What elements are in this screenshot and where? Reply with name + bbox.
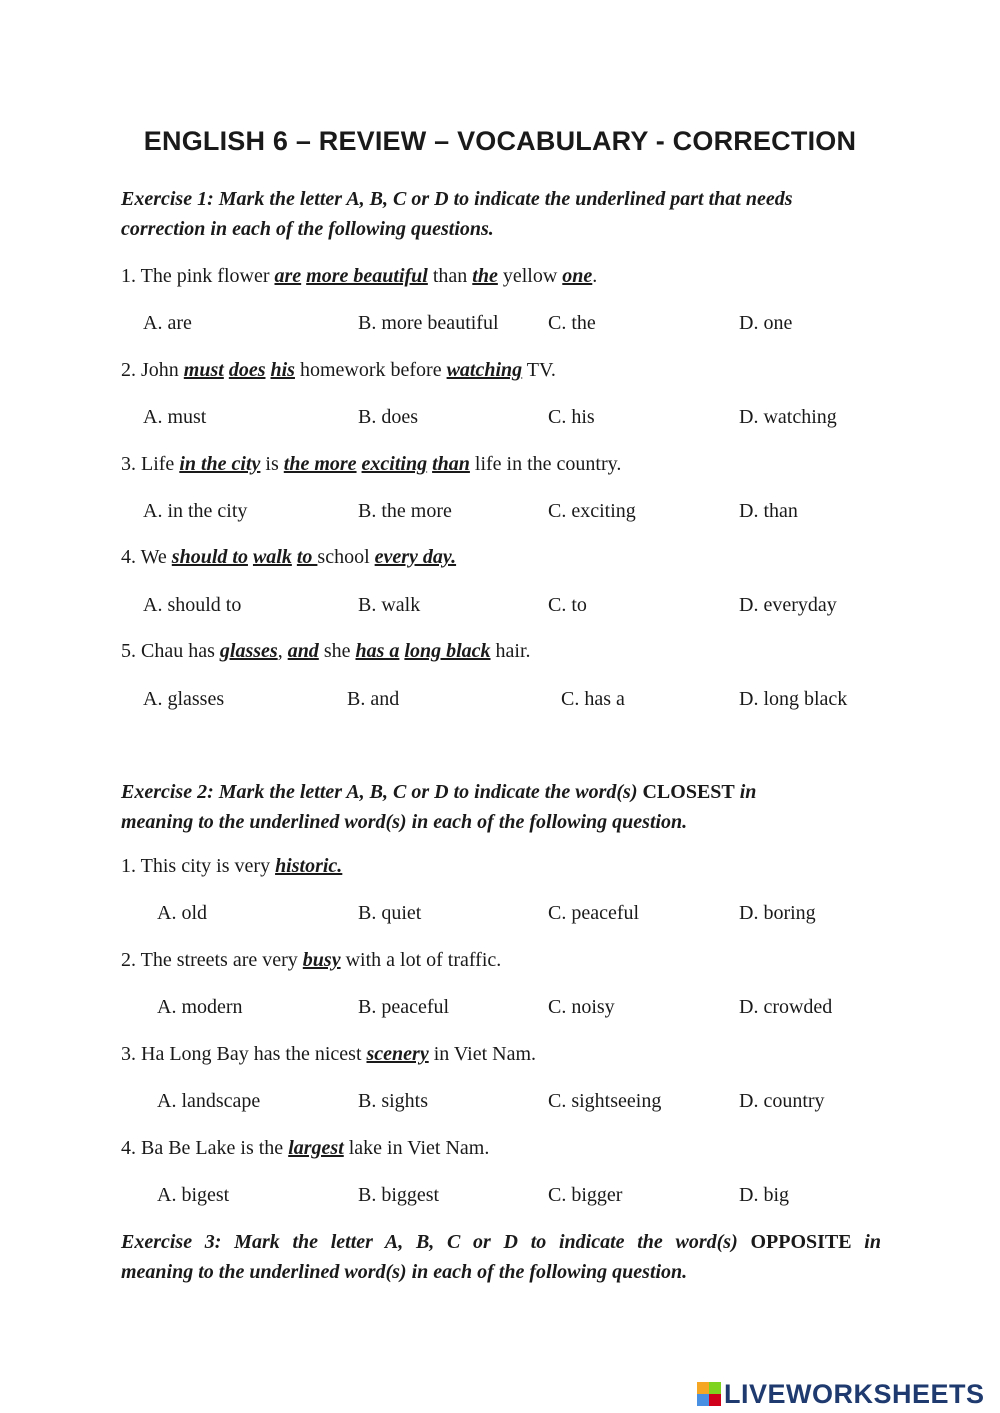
underlined-part-a: are <box>274 265 302 287</box>
exercise-1-instruction: Exercise 1: Mark the letter A, B, C or D to indicate the underlined part that needs correction in each of the following questions. <box>121 188 793 240</box>
ex2-q1-option-b[interactable]: B. quiet <box>358 902 422 924</box>
ex2-question-1: 1. This city is very historic. <box>121 855 343 877</box>
underlined-part-d: one <box>562 265 593 287</box>
ex2-q2-option-b[interactable]: B. peaceful <box>358 996 450 1018</box>
ex1-question-3: 3. Life in the city is the more exciting than life in the country. <box>121 453 622 475</box>
liveworksheets-logo[interactable] <box>697 1378 985 1410</box>
ex1-q4-option-c[interactable]: C. to <box>548 594 587 616</box>
underlined-part-a: in the city <box>179 453 261 475</box>
exercise-2-instruction: Exercise 2: Mark the letter A, B, C or D to indicate the word(s) CLOSEST in meaning to the underlined word(s) in each of the following question. <box>121 781 757 833</box>
ex1-q5-option-d[interactable]: D. long black <box>739 688 848 710</box>
ex1-q5-option-c[interactable]: C. has a <box>561 688 625 710</box>
exercise-3-instruction: Exercise 3: Mark the letter A, B, C or D to indicate the word(s) OPPOSITE in meaning to the underlined word(s) in each of the following question. <box>121 1231 881 1283</box>
ex1-question-2: 2. John must does his homework before watching TV. <box>121 359 556 381</box>
underlined-part-a: should to <box>171 546 248 568</box>
underlined-part-c: exciting <box>361 453 428 475</box>
ex2-q3-option-c[interactable]: C. sightseeing <box>548 1090 662 1112</box>
page-title: ENGLISH 6 – REVIEW – VOCABULARY - CORRECTION <box>143 126 857 156</box>
ex1-q4-option-d[interactable]: D. everyday <box>739 594 837 616</box>
ex2-q4-option-a[interactable]: A. bigest <box>157 1184 230 1206</box>
ex1-question-1: 1. The pink flower are more beautiful than the yellow one. <box>121 265 598 287</box>
underlined-part-a: glasses <box>219 640 278 662</box>
underlined-part-d: long black <box>404 640 491 662</box>
ex2-q2-option-a[interactable]: A. modern <box>157 996 243 1018</box>
ex1-q2-option-c[interactable]: C. his <box>548 406 595 428</box>
ex1-q3-option-d[interactable]: D. than <box>739 500 798 522</box>
ex2-q3-option-d[interactable]: D. country <box>739 1090 825 1112</box>
ex1-q2-option-b[interactable]: B. does <box>358 406 418 428</box>
liveworksheets-logo-icon <box>697 1382 721 1406</box>
ex1-q1-option-b[interactable]: B. more beautiful <box>358 312 499 334</box>
ex1-q5-option-b[interactable]: B. and <box>347 688 400 710</box>
ex1-q3-option-b[interactable]: B. the more <box>358 500 452 522</box>
underlined-part-d: every day. <box>374 546 457 568</box>
underlined-part-b: does <box>228 359 266 381</box>
underlined-word: busy <box>302 949 341 971</box>
ex1-q4-option-b[interactable]: B. walk <box>358 594 421 616</box>
underlined-part-d: than <box>432 453 470 475</box>
underlined-part-b: more beautiful <box>306 265 428 287</box>
underlined-word: largest <box>288 1137 344 1159</box>
underlined-part-c: has a <box>355 640 400 662</box>
underlined-part-b: the more <box>283 453 357 475</box>
ex2-question-4: 4. Ba Be Lake is the largest lake in Viet Nam. <box>121 1137 490 1159</box>
ex1-q3-option-c[interactable]: C. exciting <box>548 500 636 522</box>
ex2-question-3: 3. Ha Long Bay has the nicest scenery in Viet Nam. <box>121 1043 537 1065</box>
underlined-part-c: to <box>296 546 318 568</box>
ex2-q3-option-a[interactable]: A. landscape <box>157 1090 261 1112</box>
ex2-q2-option-c[interactable]: C. noisy <box>548 996 615 1018</box>
underlined-part-b: walk <box>252 546 292 568</box>
ex2-q4-option-c[interactable]: C. bigger <box>548 1184 623 1206</box>
ex1-q2-option-a[interactable]: A. must <box>143 406 207 428</box>
ex2-q1-option-d[interactable]: D. boring <box>739 902 816 924</box>
ex2-q2-option-d[interactable]: D. crowded <box>739 996 833 1018</box>
underlined-part-d: watching <box>446 359 523 381</box>
ex1-question-5: 5. Chau has glasses, and she has a long black hair. <box>121 640 531 662</box>
logo-text: LIVEWORKSHEETS <box>724 1378 985 1409</box>
ex2-q1-option-c[interactable]: C. peaceful <box>548 902 640 924</box>
underlined-part-a: must <box>183 359 224 381</box>
ex1-q1-option-d[interactable]: D. one <box>739 312 793 334</box>
ex1-q4-option-a[interactable]: A. should to <box>143 594 242 616</box>
ex2-q3-option-b[interactable]: B. sights <box>358 1090 429 1112</box>
ex1-q2-option-d[interactable]: D. watching <box>739 406 837 428</box>
underlined-part-b: and <box>287 640 319 662</box>
ex2-q1-option-a[interactable]: A. old <box>157 902 207 924</box>
ex2-question-2: 2. The streets are very busy with a lot of traffic. <box>121 949 502 971</box>
ex1-q1-option-a[interactable]: A. are <box>143 312 192 334</box>
underlined-word: scenery <box>366 1043 429 1065</box>
ex1-question-4: 4. We should to walk to school every day. <box>121 546 457 568</box>
ex2-q4-option-d[interactable]: D. big <box>739 1184 789 1206</box>
underlined-word: historic. <box>275 855 343 877</box>
ex1-q5-option-a[interactable]: A. glasses <box>143 688 225 710</box>
underlined-part-c: his <box>270 359 295 381</box>
ex2-q4-option-b[interactable]: B. biggest <box>358 1184 440 1206</box>
ex1-q3-option-a[interactable]: A. in the city <box>143 500 248 522</box>
ex1-q1-option-c[interactable]: C. the <box>548 312 596 334</box>
underlined-part-c: the <box>472 265 498 287</box>
